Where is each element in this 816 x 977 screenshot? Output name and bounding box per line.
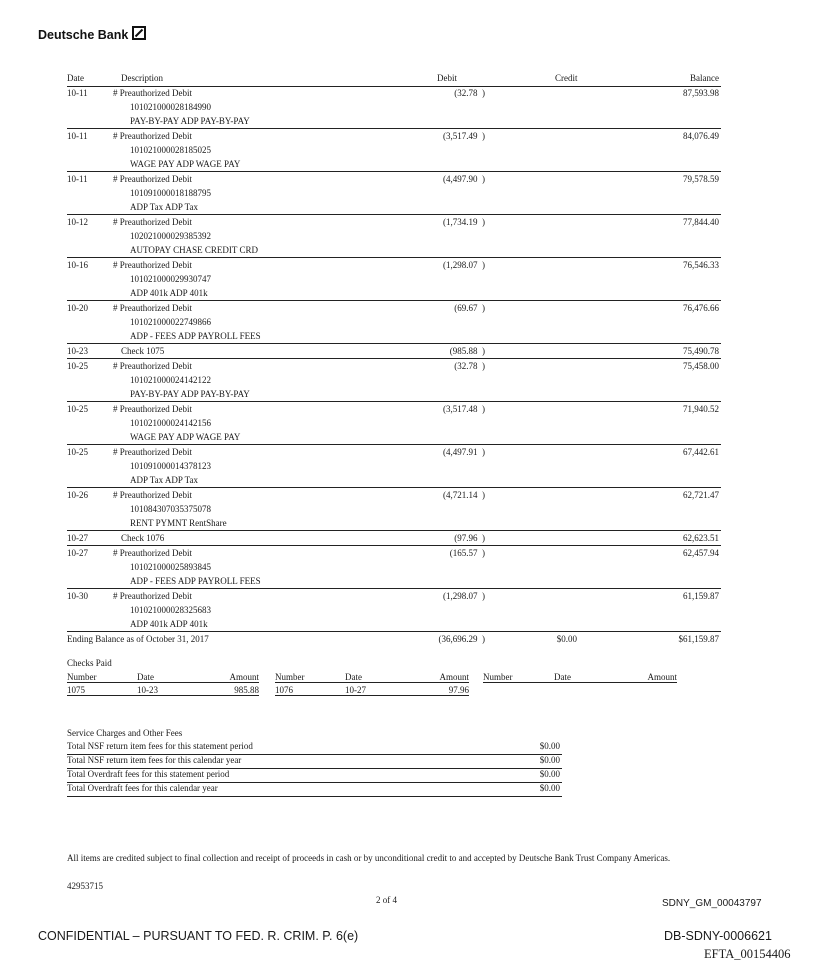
- transaction-description: # Preauthorized Debit: [113, 131, 192, 141]
- transaction-reference: 101021000028184990: [130, 102, 211, 112]
- check-date: 10-23: [107, 685, 187, 696]
- transaction-description: # Preauthorized Debit: [113, 303, 192, 313]
- transaction-date: 10-12: [67, 217, 88, 227]
- checks-header-number-3: Number: [483, 672, 523, 683]
- transaction-reference: 101021000029930747: [130, 274, 211, 284]
- checks-header-amount: Amount: [187, 672, 259, 683]
- fee-label: Total Overdraft fees for this statement period: [67, 769, 230, 779]
- checks-paid-title: Checks Paid: [67, 658, 112, 668]
- transaction-reference: 101091000014378123: [130, 461, 211, 471]
- efta-number: EFTA_00154406: [704, 947, 791, 961]
- transaction-reference: 101021000025893845: [130, 562, 211, 572]
- transaction-balance: 79,578.59: [683, 174, 719, 184]
- ending-total-debit: (36,696.29 ): [438, 634, 485, 644]
- check-date: 10-27: [315, 685, 389, 696]
- service-charges-title: Service Charges and Other Fees: [67, 728, 183, 738]
- fee-amount: $0.00: [539, 755, 560, 765]
- transaction-description: # Preauthorized Debit: [113, 404, 192, 414]
- transaction-balance: 67,442.61: [683, 447, 719, 457]
- transaction-row: [67, 359, 721, 402]
- transaction-memo: ADP Tax ADP Tax: [130, 475, 198, 485]
- transaction-debit: (4,497.90 ): [443, 174, 485, 184]
- transaction-memo: WAGE PAY ADP WAGE PAY: [130, 159, 241, 169]
- transaction-debit: (985.88 ): [449, 346, 485, 356]
- fee-line: [67, 769, 562, 783]
- transaction-reference: 101021000024142156: [130, 418, 211, 428]
- header-description: Description: [121, 73, 163, 83]
- transaction-balance: 76,476.66: [683, 303, 719, 313]
- transaction-reference: 102021000029385392: [130, 231, 211, 241]
- ending-balance-label: Ending Balance as of October 31, 2017: [67, 634, 209, 644]
- transaction-row: [67, 546, 721, 589]
- transaction-balance: 71,940.52: [683, 404, 719, 414]
- fee-label: Total Overdraft fees for this calendar year: [67, 783, 218, 793]
- transaction-debit: (1,298.07 ): [443, 591, 485, 601]
- transaction-date: 10-20: [67, 303, 88, 313]
- bank-name: Deutsche Bank: [38, 27, 129, 42]
- transaction-debit: (1,298.07 ): [443, 260, 485, 270]
- transaction-reference: 101021000028185025: [130, 145, 211, 155]
- transaction-memo: AUTOPAY CHASE CREDIT CRD: [130, 245, 258, 255]
- transaction-date: 10-27: [67, 533, 88, 543]
- transaction-balance: 61,159.87: [683, 591, 719, 601]
- transaction-description: Check 1075: [121, 346, 165, 356]
- transaction-debit: (3,517.48 ): [443, 404, 485, 414]
- transaction-date: 10-16: [67, 260, 88, 270]
- transaction-balance: 75,458.00: [683, 361, 719, 371]
- confidential-notice: CONFIDENTIAL – PURSUANT TO FED. R. CRIM. P. 6(e): [38, 929, 359, 943]
- transaction-debit: (165.57 ): [449, 548, 485, 558]
- transaction-debit: (69.67 ): [454, 303, 485, 313]
- transaction-debit: (32.78 ): [454, 361, 485, 371]
- transaction-row: [67, 172, 721, 215]
- transaction-debit: (97.96 ): [454, 533, 485, 543]
- transaction-row: [67, 445, 721, 488]
- transaction-row: [67, 402, 721, 445]
- ending-balance-row: [67, 632, 721, 646]
- transaction-debit: (1,734.19 ): [443, 217, 485, 227]
- check-transaction-row: [67, 344, 721, 359]
- transaction-description: # Preauthorized Debit: [113, 88, 192, 98]
- transaction-description: # Preauthorized Debit: [113, 361, 192, 371]
- transaction-date: 10-30: [67, 591, 88, 601]
- page-number: 2 of 4: [376, 895, 397, 905]
- transaction-reference: 101084307035375078: [130, 504, 211, 514]
- bank-brand: [38, 26, 146, 43]
- transaction-memo: WAGE PAY ADP WAGE PAY: [130, 432, 241, 442]
- transaction-memo: PAY-BY-PAY ADP PAY-BY-PAY: [130, 389, 250, 399]
- ending-total-credit: $0.00: [556, 634, 577, 644]
- transaction-row: [67, 129, 721, 172]
- transaction-row: [67, 86, 721, 129]
- fee-line: [67, 755, 562, 769]
- check-amount: 985.88: [187, 685, 259, 696]
- transaction-balance: 62,457.94: [683, 548, 719, 558]
- transaction-memo: ADP Tax ADP Tax: [130, 202, 198, 212]
- transaction-row: [67, 488, 721, 531]
- bates-number-db: DB-SDNY-0006621: [664, 929, 772, 943]
- transaction-balance: 62,721.47: [683, 490, 719, 500]
- transaction-balance: 62,623.51: [683, 533, 719, 543]
- transaction-date: 10-25: [67, 361, 88, 371]
- transaction-memo: ADP - FEES ADP PAYROLL FEES: [130, 331, 261, 341]
- checks-header-date-3: Date: [523, 672, 604, 683]
- transaction-balance: 76,546.33: [683, 260, 719, 270]
- transaction-date: 10-26: [67, 490, 88, 500]
- fee-amount: $0.00: [539, 741, 560, 751]
- deutsche-bank-logo-icon: [132, 26, 146, 43]
- transaction-memo: PAY-BY-PAY ADP PAY-BY-PAY: [130, 116, 250, 126]
- transaction-reference: 101021000022749866: [130, 317, 211, 327]
- checks-header-date-2: Date: [315, 672, 389, 683]
- fee-amount: $0.00: [539, 769, 560, 779]
- transaction-reference: 101091000018188795: [130, 188, 211, 198]
- transaction-date: 10-23: [67, 346, 88, 356]
- transaction-date: 10-25: [67, 447, 88, 457]
- transaction-description: # Preauthorized Debit: [113, 217, 192, 227]
- checks-header-number: Number: [67, 672, 107, 683]
- fee-label: Total NSF return item fees for this calendar year: [67, 755, 242, 765]
- transaction-balance: 87,593.98: [683, 88, 719, 98]
- checks-header-amount-3: Amount: [604, 672, 677, 683]
- ending-balance-amount: $61,159.87: [678, 634, 719, 644]
- header-credit: Credit: [555, 73, 578, 83]
- header-date: Date: [67, 73, 84, 83]
- fee-amount: $0.00: [539, 783, 560, 793]
- transaction-row: [67, 301, 721, 344]
- transaction-description: # Preauthorized Debit: [113, 591, 192, 601]
- check-number: 1075: [67, 685, 107, 696]
- transaction-description: # Preauthorized Debit: [113, 447, 192, 457]
- transactions-header: [67, 73, 721, 87]
- transaction-balance: 75,490.78: [683, 346, 719, 356]
- bates-number-gm: SDNY_GM_00043797: [662, 898, 762, 909]
- transaction-description: # Preauthorized Debit: [113, 548, 192, 558]
- transaction-debit: (3,517.49 ): [443, 131, 485, 141]
- check-number: 1076: [275, 685, 315, 696]
- transaction-memo: ADP 401k ADP 401k: [130, 288, 208, 298]
- transaction-date: 10-11: [67, 88, 88, 98]
- transaction-row: [67, 215, 721, 258]
- transactions-table: [67, 86, 721, 646]
- transaction-row: [67, 589, 721, 632]
- check-amount: 97.96: [389, 685, 469, 696]
- checks-header-amount-2: Amount: [389, 672, 469, 683]
- transaction-balance: 77,844.40: [683, 217, 719, 227]
- transaction-memo: RENT PYMNT RentShare: [130, 518, 227, 528]
- transaction-memo: ADP - FEES ADP PAYROLL FEES: [130, 576, 261, 586]
- check-transaction-row: [67, 531, 721, 546]
- checks-header-date: Date: [107, 672, 187, 683]
- transaction-balance: 84,076.49: [683, 131, 719, 141]
- transaction-date: 10-11: [67, 174, 88, 184]
- header-balance: Balance: [690, 73, 719, 83]
- fee-line: [67, 783, 562, 797]
- header-debit: Debit: [437, 73, 457, 83]
- checks-header-number-2: Number: [275, 672, 315, 683]
- account-reference: 42953715: [67, 881, 103, 891]
- transaction-date: 10-25: [67, 404, 88, 414]
- fee-line: [67, 741, 562, 755]
- transaction-description: # Preauthorized Debit: [113, 490, 192, 500]
- transaction-row: [67, 258, 721, 301]
- transaction-memo: ADP 401k ADP 401k: [130, 619, 208, 629]
- transaction-description: # Preauthorized Debit: [113, 260, 192, 270]
- transaction-reference: 101021000028325683: [130, 605, 211, 615]
- transaction-date: 10-27: [67, 548, 88, 558]
- transaction-description: # Preauthorized Debit: [113, 174, 192, 184]
- transaction-debit: (32.78 ): [454, 88, 485, 98]
- transaction-reference: 101021000024142122: [130, 375, 211, 385]
- transaction-debit: (4,497.91 ): [443, 447, 485, 457]
- fee-label: Total NSF return item fees for this statement period: [67, 741, 253, 751]
- disclaimer-text: All items are credited subject to final collection and receipt of proceeds in cash or by unconditional credit to and accepted by Deutsche Bank Trust Company Americas.: [67, 853, 671, 863]
- transaction-date: 10-11: [67, 131, 88, 141]
- transaction-debit: (4,721.14 ): [443, 490, 485, 500]
- transaction-description: Check 1076: [121, 533, 165, 543]
